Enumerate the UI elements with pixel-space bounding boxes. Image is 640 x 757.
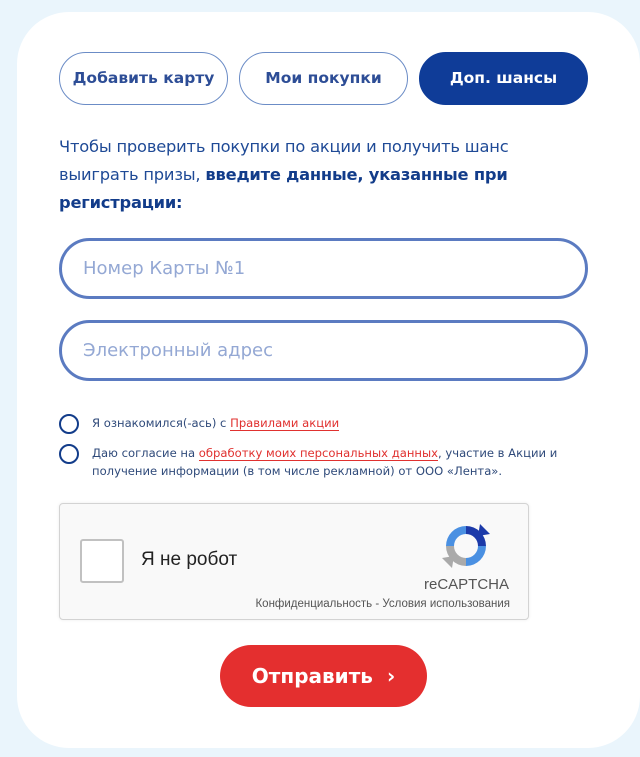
data-consent-label <box>92 444 579 480</box>
recaptcha-logo-icon <box>440 520 492 572</box>
recaptcha-checkbox[interactable] <box>80 539 124 583</box>
tab-bar <box>59 52 588 105</box>
data-consent-radio[interactable] <box>59 444 79 464</box>
privacy-link[interactable]: Конфиденциальность <box>255 598 373 610</box>
data-consent <box>59 444 579 480</box>
data-consent-prefix: Даю согласие на <box>92 446 199 460</box>
rules-link[interactable]: Правилами акции <box>230 416 340 430</box>
recaptcha-links <box>255 598 510 610</box>
rules-consent <box>59 414 579 432</box>
recaptcha-label: Я не робот <box>141 549 238 570</box>
submit-label: Отправить <box>251 664 373 688</box>
data-consent-suffix: , участие в Акции и получение информации (в том числе рекламной) от ООО «Лента». <box>92 446 558 478</box>
card-number-input[interactable] <box>83 258 585 279</box>
tab-add-card[interactable]: Добавить карту <box>59 52 228 105</box>
intro-text <box>59 133 559 217</box>
email-field[interactable] <box>59 320 588 381</box>
tab-extra-chances[interactable]: Доп. шансы <box>419 52 588 105</box>
rules-consent-prefix: Я ознакомился(-ась) с <box>92 416 231 430</box>
recaptcha-brand: reCAPTCHA <box>423 576 509 593</box>
rules-consent-radio[interactable] <box>59 414 79 434</box>
intro-text-bold: введите данные, указанные при регистрации: <box>59 165 508 212</box>
links-separator: - <box>372 598 383 610</box>
personal-data-link[interactable]: обработку моих персональных данных <box>198 446 438 460</box>
intro-text-regular: Чтобы проверить покупки по акции и получить шанс выиграть призы, <box>59 137 509 184</box>
card-number-field[interactable] <box>59 238 588 299</box>
rules-consent-label <box>92 414 579 432</box>
email-input[interactable] <box>83 340 585 361</box>
submit-button[interactable] <box>220 645 427 707</box>
recaptcha-widget <box>59 503 529 620</box>
tab-my-purchases[interactable]: Мои покупки <box>239 52 408 105</box>
chevron-right-icon: › <box>386 664 396 688</box>
terms-link[interactable]: Условия использования <box>382 598 510 610</box>
